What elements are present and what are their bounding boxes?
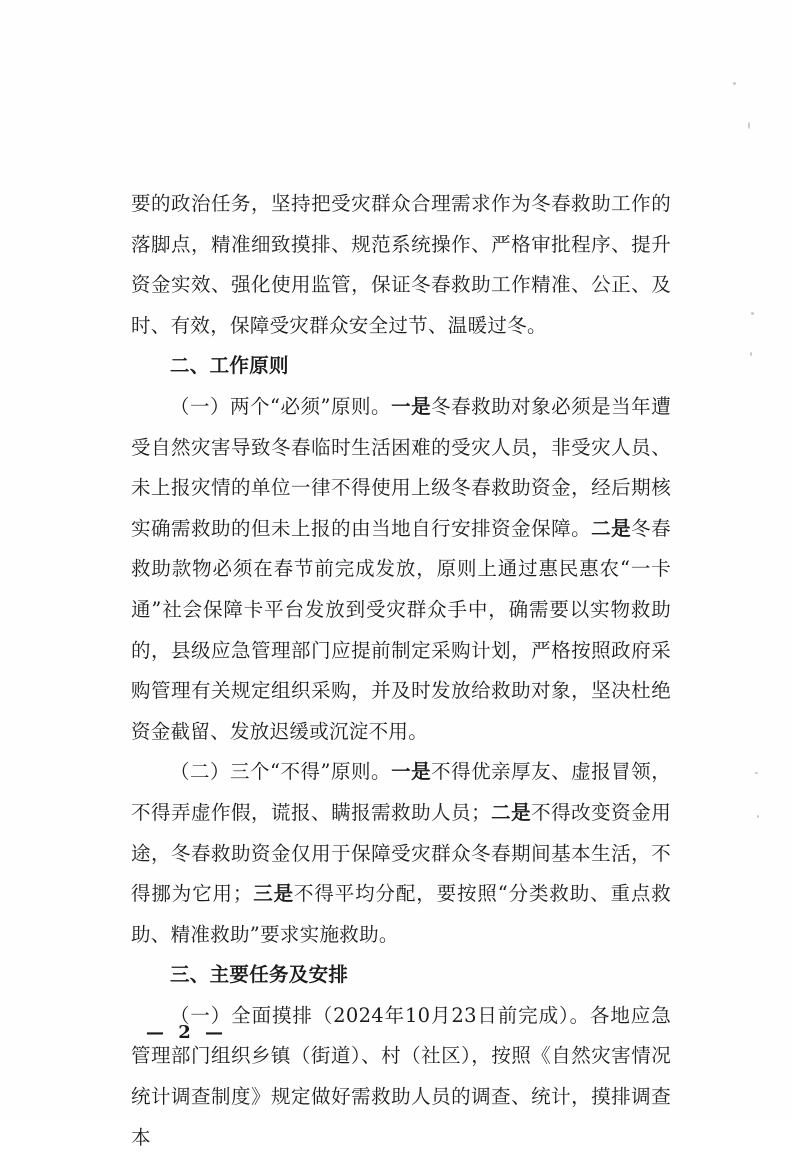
scan-speck	[748, 122, 750, 129]
principle-1-first-marker: 一是	[391, 394, 432, 418]
task-1-lead: （一）全面摸排（2024年10月23日前完成）。	[170, 1003, 591, 1027]
scan-speck	[755, 772, 758, 774]
principle-2-first-marker: 一是	[391, 760, 432, 784]
scan-speck	[733, 82, 736, 85]
principle-1-second-text: 冬春救助款物必须在春节前完成发放，原则上通过惠民惠农“一卡通”社会保障卡平台发放到受灾群众手中，确需要以实物救助的，县级应急管理部门应提前制定采购计划，严格按照政府采购管理有关规定组织采购，并及时发放给救助对象，坚决杜绝资金截留、发放迟缓或沉淀不用。	[131, 516, 671, 743]
principle-2-first-text: 不得优亲厚友、虚报冒领，不得弄虚作假，谎报、瞒报需救助人员；	[131, 760, 671, 824]
scan-speck	[750, 352, 752, 356]
scan-speck	[757, 815, 759, 818]
principle-1-first-text: 冬春救助对象必须是当年遭受自然灾害导致冬春临时生活困难的受灾人员，非受灾人员、未上报灾情的单位一律不得使用上级冬春救助资金，经后期核实确需救助的但未上报的由当地自行安排资金保障。	[131, 394, 671, 540]
body-text	[131, 184, 671, 1158]
paragraph-continued: 要的政治任务，坚持把受灾群众合理需求作为冬春救助工作的落脚点，精准细致摸排、规范系统操作、严格审批程序、提升资金实效、强化使用监管，保证冬春救助工作精准、公正、及时、有效，保障受灾群众安全过节、温暖过冬。	[131, 192, 671, 337]
paragraph-three-nots	[131, 752, 671, 955]
paragraph-full-survey	[131, 996, 671, 1158]
principle-1-lead: （一）两个“必须”原则。	[170, 394, 392, 418]
principle-1-second-marker: 二是	[591, 516, 632, 540]
section-heading-work-principles: 二、工作原则	[170, 354, 289, 378]
paragraph-two-musts	[131, 387, 671, 752]
principle-2-third-text: 不得平均分配，要按照“分类救助、重点救助、精准救助”要求实施救助。	[131, 882, 671, 946]
scan-speck	[751, 312, 754, 315]
section-heading-main-tasks: 三、主要任务及安排	[170, 963, 349, 987]
page-number: — 2 —	[146, 1022, 228, 1043]
principle-2-second-text: 不得改变资金用途，冬春救助资金仅用于保障受灾群众冬春期间基本生活，不得挪为它用；	[131, 800, 671, 906]
principle-2-third-marker: 三是	[252, 882, 294, 906]
principle-2-lead: （二）三个“不得”原则。	[170, 760, 392, 784]
principle-2-second-marker: 二是	[490, 800, 532, 824]
task-1-text: 各地应急管理部门组织乡镇（街道）、村（社区），按照《自然灾害情况统计调查制度》规定做好需救助人员的调查、统计，摸排调查本	[131, 1003, 672, 1149]
